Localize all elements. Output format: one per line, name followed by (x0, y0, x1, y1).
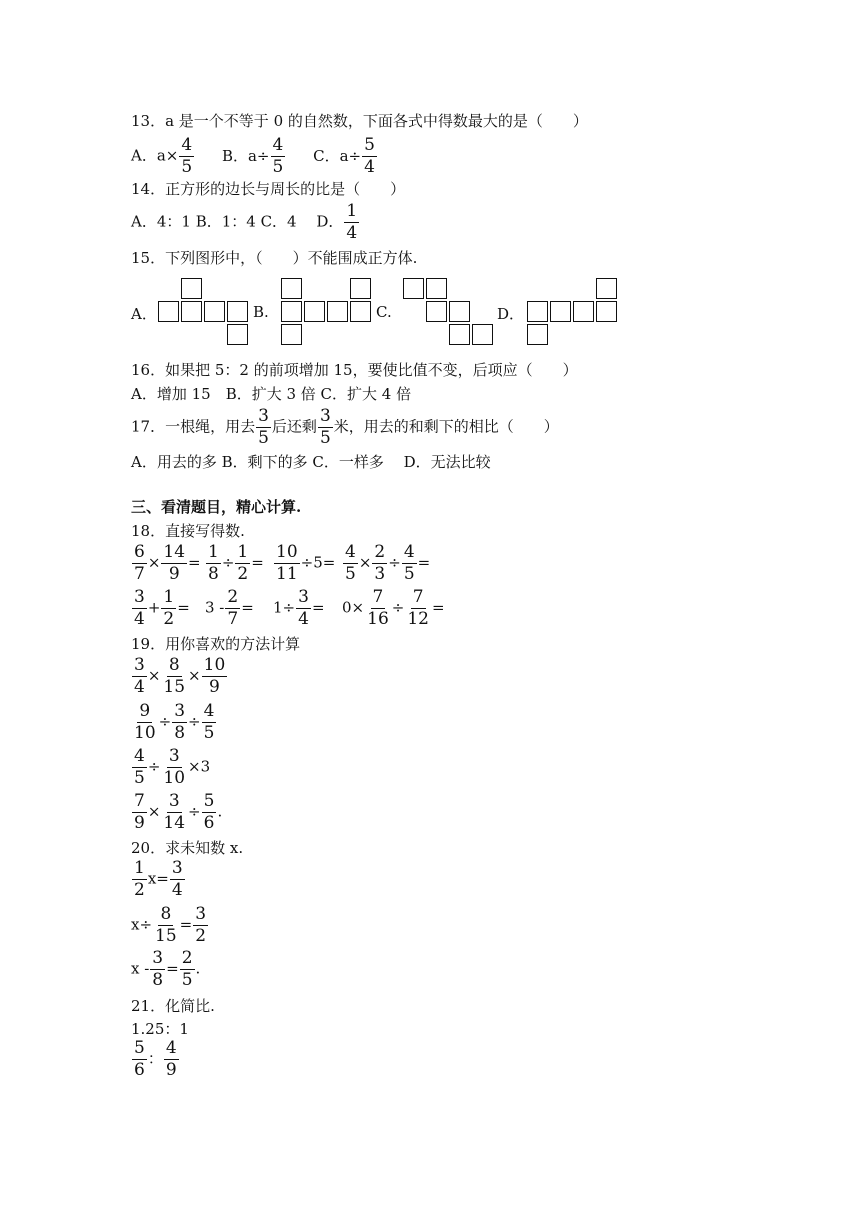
q15-label-a: A． (131, 305, 157, 323)
q15-label-c: C. (376, 303, 392, 321)
q21-expr-2: $\frac{5}{6}$ ： $\frac{4}{9}$ (134, 1038, 177, 1080)
q14-stem: 14．正方形的边长与周长的比是（ ） (131, 180, 406, 198)
q13-option-c: C．a÷ (313, 146, 362, 165)
q14-options-text: A．4：1 B．1：4 C．4 D． (131, 212, 344, 231)
q18-expr-5: $\frac{3}{4}$ + $\frac{1}{2}$ = (134, 587, 190, 629)
q21-stem: 21．化简比. (131, 997, 215, 1015)
q20-expr-1: $\frac{1}{2}$ x= $\frac{3}{4}$ (134, 858, 183, 900)
q19-expr-4: $\frac{7}{9}$ × $\frac{3}{14}$ ÷ $\frac{5}{6}$ . (134, 791, 223, 833)
q13-stem: 13．a 是一个不等于 0 的自然数，下面各式中得数最大的是（ ） (131, 112, 588, 130)
q18-expr-1: $\frac{6}{7}$ × $\frac{14}{9}$ = (134, 542, 201, 584)
q13-frac-b: $\frac{4}{5}$ (272, 135, 284, 177)
q14-frac-d: $\frac{1}{4}$ (346, 201, 358, 243)
q16-stem: 16．如果把 5：2 的前项增加 15，要使比值不变，后项应（ ） (131, 361, 578, 379)
q20-expr-2: x÷ $\frac{8}{15}$ = $\frac{3}{2}$ (131, 904, 207, 946)
q16-options: A．增加 15 B．扩大 3 倍 C．扩大 4 倍 (131, 385, 412, 403)
q13-frac-c: $\frac{5}{4}$ (364, 135, 375, 177)
q17-text-1: 17．一根绳，用去 (131, 417, 256, 436)
q18-expr-6: 3 - $\frac{2}{7}$ = (205, 587, 254, 629)
q18-expr-2: $\frac{1}{8}$ ÷ $\frac{1}{2}$ = (208, 542, 264, 584)
q19-expr-3: $\frac{4}{5}$ ÷ $\frac{3}{10}$ ×3 (134, 746, 211, 788)
q17-frac-2: $\frac{3}{5}$ (319, 406, 331, 448)
q17-frac-1: $\frac{3}{5}$ (258, 406, 269, 448)
q13-frac-a: $\frac{4}{5}$ (181, 135, 193, 177)
q17-text-3: 米，用去的和剩下的相比（ ） (333, 417, 559, 436)
q13-option-b: B．a÷ (221, 146, 270, 165)
q18-expr-4: $\frac{4}{5}$ × $\frac{2}{3}$ ÷ $\frac{4}{5}$ = (345, 542, 431, 584)
q18-expr-7: 1÷ $\frac{3}{4}$ = (273, 587, 325, 629)
q15-label-b: B. (253, 303, 269, 321)
q19-stem: 19．用你喜欢的方法计算 (131, 635, 301, 653)
q20-expr-3: x - $\frac{3}{8}$ = $\frac{2}{5}$ . (131, 948, 201, 990)
q19-expr-2: $\frac{9}{10}$ ÷ $\frac{3}{8}$ ÷ $\frac{4}{5}$ (134, 701, 215, 743)
q13-option-a: A．a× (131, 146, 179, 165)
q18-expr-8: 0× $\frac{7}{16}$ ÷ $\frac{7}{12}$ = (342, 587, 445, 629)
q17-options: A．用去的多 B．剩下的多 C．一样多 D．无法比较 (131, 453, 491, 471)
q18-stem: 18．直接写得数. (131, 522, 245, 540)
q17-stem (131, 408, 559, 447)
q14-options (131, 203, 360, 242)
q21-expr-1: 1.25：1 (131, 1020, 189, 1038)
q18-expr-3: $\frac{10}{11}$ ÷5= (276, 542, 336, 584)
q17-text-2: 后还剩 (271, 417, 317, 436)
q13-options (131, 137, 378, 176)
q15-stem: 15．下列图形中，（ ）不能围成正方体. (131, 249, 418, 267)
section-title: 三、看清题目，精心计算. (131, 498, 302, 516)
q19-expr-1: $\frac{3}{4}$ × $\frac{8}{15}$ × $\frac{10}{9}$ (134, 655, 226, 697)
q20-stem: 20．求未知数 x. (131, 839, 244, 857)
q15-label-d: D． (497, 305, 525, 323)
